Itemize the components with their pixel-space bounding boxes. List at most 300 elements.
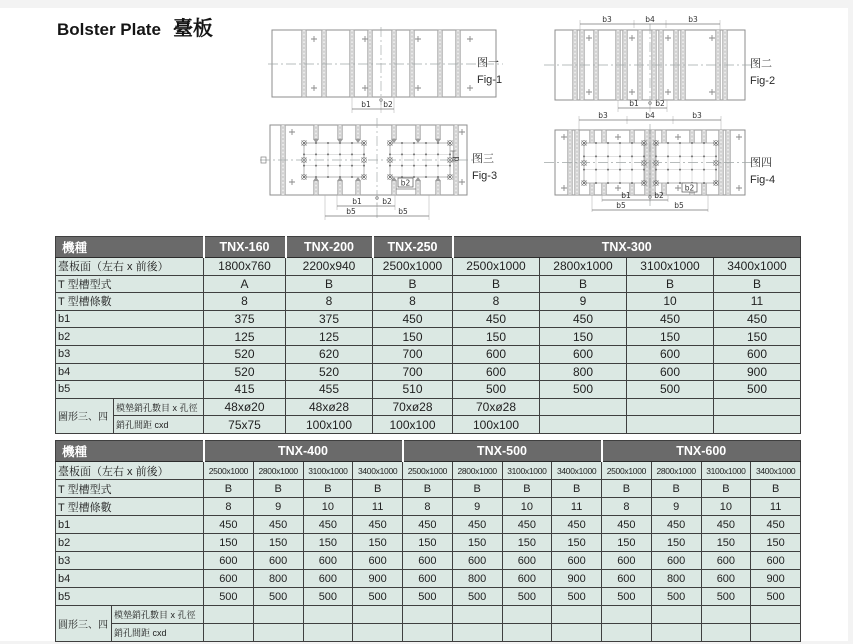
value-cell: [627, 398, 714, 416]
value-cell: 1800x760: [204, 258, 286, 276]
pin-hole: [351, 153, 353, 155]
value-cell: 150: [403, 534, 453, 552]
value-cell: 500: [627, 381, 714, 399]
value-cell: 600: [651, 552, 701, 570]
dim-label-b1: b1: [361, 100, 371, 109]
value-cell: 620: [286, 345, 373, 363]
value-cell: B: [627, 275, 714, 293]
pin-hole: [315, 142, 317, 144]
value-cell: [651, 606, 701, 624]
value-cell: 10: [701, 498, 751, 516]
value-cell: [403, 606, 453, 624]
pin-hole: [351, 142, 353, 144]
t-slot: [368, 30, 373, 97]
column-group-header: TNX-600: [602, 441, 801, 462]
value-cell: 600: [453, 363, 540, 381]
value-cell: 450: [540, 310, 627, 328]
value-cell: 800: [452, 570, 502, 588]
pin-hole: [389, 153, 391, 155]
value-cell: 8: [453, 293, 540, 311]
value-cell: 500: [403, 588, 453, 606]
value-cell: [552, 624, 602, 642]
value-cell: 600: [502, 552, 552, 570]
pin-hole: [327, 153, 329, 155]
value-cell: 500: [714, 381, 801, 399]
pin-hole: [715, 155, 717, 157]
die-cushion-pin-grid-right: [653, 140, 718, 185]
pin-hole: [339, 176, 341, 178]
value-cell: 450: [552, 516, 602, 534]
pin-hole: [303, 165, 305, 167]
pin-hole: [703, 169, 705, 171]
value-cell: B: [403, 480, 453, 498]
value-cell: 9: [253, 498, 303, 516]
dim-label-b3-right: b3: [688, 15, 698, 24]
value-cell: B: [701, 480, 751, 498]
pin-hole: [351, 165, 353, 167]
pin-hole: [691, 142, 693, 144]
t-slot: [322, 30, 327, 97]
dim-label-b5-left: b5: [616, 201, 626, 210]
value-cell: B: [502, 480, 552, 498]
pin-hole: [339, 165, 341, 167]
value-cell: 450: [403, 516, 453, 534]
value-cell: 150: [253, 534, 303, 552]
pin-grid-area: [584, 143, 644, 183]
pin-hole: [437, 153, 439, 155]
row-label: T 型槽條數: [56, 293, 204, 311]
pin-hole: [631, 182, 633, 184]
value-cell: 150: [651, 534, 701, 552]
column-group-header: TNX-300: [453, 237, 801, 258]
value-cell: B: [602, 480, 652, 498]
value-cell: 8: [373, 293, 453, 311]
pin-hole: [351, 176, 353, 178]
pin-hole: [679, 169, 681, 171]
pin-hole: [363, 165, 365, 167]
row-label: 臺板面（左右 x 前後）: [56, 462, 204, 480]
pin-hole: [667, 182, 669, 184]
value-cell: 2500x1000: [453, 258, 540, 276]
value-cell: 450: [353, 516, 403, 534]
pin-grid-area: [656, 143, 716, 183]
value-cell: 450: [453, 310, 540, 328]
row-label: b5: [56, 381, 204, 399]
value-cell: 150: [204, 534, 254, 552]
value-cell: 520: [204, 345, 286, 363]
value-cell: 450: [651, 516, 701, 534]
value-cell: 3100x1000: [502, 462, 552, 480]
value-cell: 125: [204, 328, 286, 346]
value-cell: [204, 624, 254, 642]
row-label: b1: [56, 310, 204, 328]
pin-hole: [691, 169, 693, 171]
row-label: 臺板面（左右 x 前後）: [56, 258, 204, 276]
pin-hole: [691, 155, 693, 157]
row-label: b3: [56, 345, 204, 363]
value-cell: [602, 624, 652, 642]
value-cell: 500: [253, 588, 303, 606]
value-cell: 520: [286, 363, 373, 381]
value-cell: 600: [452, 552, 502, 570]
value-cell: 8: [286, 293, 373, 311]
pin-hole: [667, 155, 669, 157]
value-cell: 375: [204, 310, 286, 328]
value-cell: 500: [303, 588, 353, 606]
value-cell: [751, 624, 801, 642]
dim-label-b3-left: b3: [598, 111, 608, 120]
value-cell: 150: [751, 534, 801, 552]
fig-row-label: 銷孔間距 cxd: [112, 624, 204, 642]
value-cell: [452, 606, 502, 624]
pin-hole: [595, 182, 597, 184]
value-cell: 150: [701, 534, 751, 552]
value-cell: 900: [353, 570, 403, 588]
pin-hole: [679, 182, 681, 184]
value-cell: 600: [552, 552, 602, 570]
pin-hole: [655, 169, 657, 171]
value-cell: 3400x1000: [751, 462, 801, 480]
value-cell: 100x100: [373, 416, 453, 434]
pin-hole: [607, 182, 609, 184]
pin-hole: [667, 142, 669, 144]
row-label: b2: [56, 534, 204, 552]
value-cell: B: [303, 480, 353, 498]
row-label: T 型槽型式: [56, 480, 204, 498]
value-cell: 500: [701, 588, 751, 606]
column-group-header: TNX-200: [286, 237, 373, 258]
pin-hole: [389, 165, 391, 167]
value-cell: [403, 624, 453, 642]
value-cell: 600: [204, 570, 254, 588]
page-title-en: Bolster Plate: [57, 20, 161, 39]
value-cell: 900: [552, 570, 602, 588]
value-cell: 2800x1000: [253, 462, 303, 480]
pin-hole: [595, 142, 597, 144]
value-cell: B: [540, 275, 627, 293]
figure-2-drawing: [544, 14, 756, 116]
figure-2-caption-en: Fig-2: [750, 74, 776, 87]
value-cell: 3100x1000: [701, 462, 751, 480]
value-cell: 10: [627, 293, 714, 311]
page-margin-right: [848, 0, 853, 644]
t-slot: [392, 30, 397, 97]
value-cell: 450: [204, 516, 254, 534]
value-cell: 150: [540, 328, 627, 346]
value-cell: [502, 624, 552, 642]
dim-label-b4: b4: [645, 15, 655, 24]
value-cell: 150: [303, 534, 353, 552]
dim-label-b3-right: b3: [692, 111, 702, 120]
value-cell: 415: [204, 381, 286, 399]
dim-label-b5-right: b5: [398, 207, 408, 216]
pin-hole: [583, 169, 585, 171]
t-slot: [438, 30, 443, 97]
value-cell: [452, 624, 502, 642]
value-cell: 100x100: [453, 416, 540, 434]
pin-hole: [413, 165, 415, 167]
pin-hole: [619, 182, 621, 184]
spec-table-tnx160-300: [55, 236, 801, 434]
row-label: b3: [56, 552, 204, 570]
value-cell: 510: [373, 381, 453, 399]
value-cell: B: [751, 480, 801, 498]
value-cell: 3100x1000: [303, 462, 353, 480]
value-cell: B: [373, 275, 453, 293]
fig-row-label: 模墊銷孔數目 x 孔徑: [112, 606, 204, 624]
value-cell: 2800x1000: [452, 462, 502, 480]
value-cell: 500: [552, 588, 602, 606]
value-cell: 150: [502, 534, 552, 552]
dim-label-b1: b1: [352, 197, 362, 206]
value-cell: [502, 606, 552, 624]
value-cell: 2500x1000: [403, 462, 453, 480]
pin-hole: [595, 169, 597, 171]
pin-hole: [327, 142, 329, 144]
value-cell: [204, 606, 254, 624]
value-cell: 450: [714, 310, 801, 328]
pin-hole: [715, 169, 717, 171]
value-cell: 600: [627, 345, 714, 363]
table-corner-label: 機種: [56, 237, 204, 258]
table-corner-label: 機種: [56, 441, 204, 462]
pin-hole: [401, 165, 403, 167]
value-cell: 600: [253, 552, 303, 570]
value-cell: B: [552, 480, 602, 498]
value-cell: 11: [552, 498, 602, 516]
value-cell: B: [452, 480, 502, 498]
value-cell: [540, 398, 627, 416]
pin-hole: [425, 165, 427, 167]
value-cell: 2800x1000: [651, 462, 701, 480]
pin-hole: [339, 142, 341, 144]
value-cell: [602, 606, 652, 624]
value-cell: 600: [602, 552, 652, 570]
value-cell: 600: [701, 570, 751, 588]
pin-hole: [703, 142, 705, 144]
value-cell: 3400x1000: [552, 462, 602, 480]
figure-3-caption: [472, 151, 497, 184]
value-cell: 700: [373, 363, 453, 381]
value-cell: [701, 606, 751, 624]
value-cell: 450: [701, 516, 751, 534]
value-cell: 3400x1000: [353, 462, 403, 480]
pin-hole: [401, 142, 403, 144]
value-cell: 500: [651, 588, 701, 606]
value-cell: 2500x1000: [204, 462, 254, 480]
t-slot: [410, 30, 415, 97]
fig-group-label: 圓形三、四: [56, 606, 112, 642]
row-label: T 型槽型式: [56, 275, 204, 293]
value-cell: [253, 606, 303, 624]
figure-4-caption-zh: 图四: [750, 157, 772, 169]
figure-2-caption-zh: 图二: [750, 58, 772, 70]
dim-label-b3-left: b3: [602, 15, 612, 24]
dim-label-b2: b2: [655, 99, 665, 108]
value-cell: 500: [502, 588, 552, 606]
page-margin-top: [0, 0, 853, 8]
pin-hole: [643, 169, 645, 171]
pin-hole: [327, 176, 329, 178]
dim-label-b4: b4: [645, 111, 655, 120]
spec-table-tnx400-600: [55, 440, 801, 642]
value-cell: [303, 606, 353, 624]
value-cell: [627, 416, 714, 434]
value-cell: 8: [602, 498, 652, 516]
value-cell: 150: [373, 328, 453, 346]
value-cell: 11: [714, 293, 801, 311]
fig-group-label: 圖形三、四: [56, 398, 114, 433]
figure-1-caption: [477, 55, 502, 88]
pin-hole: [413, 153, 415, 155]
row-label: b5: [56, 588, 204, 606]
figure-4-caption-en: Fig-4: [750, 173, 776, 186]
value-cell: 600: [627, 363, 714, 381]
t-slot: [302, 30, 307, 97]
pin-hole: [619, 155, 621, 157]
value-cell: 48xø28: [286, 398, 373, 416]
value-cell: 800: [540, 363, 627, 381]
value-cell: 600: [353, 552, 403, 570]
value-cell: [303, 624, 353, 642]
value-cell: 600: [453, 345, 540, 363]
value-cell: [552, 606, 602, 624]
value-cell: [701, 624, 751, 642]
value-cell: B: [453, 275, 540, 293]
value-cell: 100x100: [286, 416, 373, 434]
value-cell: [353, 624, 403, 642]
row-label: b2: [56, 328, 204, 346]
value-cell: 2500x1000: [602, 462, 652, 480]
value-cell: 500: [602, 588, 652, 606]
pin-hole: [363, 153, 365, 155]
fig-row-label: 銷孔間距 cxd: [114, 416, 204, 434]
value-cell: 2200x940: [286, 258, 373, 276]
dim-label-b2: b2: [654, 191, 664, 200]
value-cell: 450: [373, 310, 453, 328]
value-cell: 600: [714, 345, 801, 363]
figure-1-drawing: [268, 27, 503, 119]
value-cell: 8: [403, 498, 453, 516]
row-label: T 型槽條數: [56, 498, 204, 516]
pin-hole: [437, 176, 439, 178]
pin-hole: [315, 176, 317, 178]
value-cell: 700: [373, 345, 453, 363]
value-cell: 70xø28: [453, 398, 540, 416]
value-cell: 48xø20: [204, 398, 286, 416]
value-cell: B: [353, 480, 403, 498]
value-cell: 11: [353, 498, 403, 516]
page-title-zh: 臺板: [172, 18, 213, 40]
dim-label-b1: b1: [621, 191, 631, 200]
pin-hole: [437, 165, 439, 167]
pin-hole: [655, 155, 657, 157]
value-cell: 800: [651, 570, 701, 588]
value-cell: 600: [751, 552, 801, 570]
value-cell: 150: [453, 328, 540, 346]
value-cell: 450: [627, 310, 714, 328]
value-cell: 500: [751, 588, 801, 606]
value-cell: [253, 624, 303, 642]
value-cell: 70xø28: [373, 398, 453, 416]
value-cell: B: [204, 480, 254, 498]
value-cell: 9: [651, 498, 701, 516]
dim-label-b2: b2: [382, 197, 392, 206]
pin-hole: [619, 169, 621, 171]
pin-hole: [315, 165, 317, 167]
pin-hole: [425, 176, 427, 178]
value-cell: [714, 416, 801, 434]
value-cell: 500: [353, 588, 403, 606]
pin-hole: [631, 155, 633, 157]
value-cell: 600: [403, 570, 453, 588]
value-cell: 600: [701, 552, 751, 570]
value-cell: 520: [204, 363, 286, 381]
value-cell: [540, 416, 627, 434]
value-cell: B: [286, 275, 373, 293]
figure-1-caption-zh: 图一: [477, 57, 499, 69]
column-group-header: TNX-250: [373, 237, 453, 258]
value-cell: 900: [714, 363, 801, 381]
value-cell: 125: [286, 328, 373, 346]
value-cell: 8: [204, 498, 254, 516]
pin-hole: [631, 142, 633, 144]
pin-hole: [425, 153, 427, 155]
value-cell: 450: [253, 516, 303, 534]
fig-row-label: 模墊銷孔數目 x 孔徑: [114, 398, 204, 416]
pin-hole: [339, 153, 341, 155]
value-cell: 10: [303, 498, 353, 516]
figure-4-drawing: [544, 110, 756, 222]
pin-hole: [679, 142, 681, 144]
value-cell: [353, 606, 403, 624]
value-cell: B: [651, 480, 701, 498]
dim-label-b5-right: b5: [674, 201, 684, 210]
pin-hole: [607, 142, 609, 144]
value-cell: 9: [540, 293, 627, 311]
dim-label-b5-left: b5: [346, 207, 356, 216]
value-cell: 450: [602, 516, 652, 534]
column-group-header: TNX-160: [204, 237, 286, 258]
value-cell: 3400x1000: [714, 258, 801, 276]
pin-hole: [425, 142, 427, 144]
pin-hole: [619, 142, 621, 144]
row-label: b4: [56, 570, 204, 588]
value-cell: 11: [751, 498, 801, 516]
pin-hole: [401, 153, 403, 155]
value-cell: 500: [453, 381, 540, 399]
pin-hole: [437, 142, 439, 144]
value-cell: 600: [303, 552, 353, 570]
value-cell: A: [204, 275, 286, 293]
value-cell: 150: [714, 328, 801, 346]
dim-label-b1: b1: [629, 99, 639, 108]
pin-hole: [595, 155, 597, 157]
value-cell: 600: [403, 552, 453, 570]
value-cell: 500: [540, 381, 627, 399]
value-cell: 455: [286, 381, 373, 399]
value-cell: 450: [502, 516, 552, 534]
figure-3-caption-zh: 图三: [472, 153, 494, 165]
value-cell: 450: [452, 516, 502, 534]
value-cell: 500: [452, 588, 502, 606]
value-cell: 150: [627, 328, 714, 346]
value-cell: 8: [204, 293, 286, 311]
value-cell: 150: [452, 534, 502, 552]
pin-hole: [607, 169, 609, 171]
value-cell: 600: [303, 570, 353, 588]
pin-hole: [327, 165, 329, 167]
